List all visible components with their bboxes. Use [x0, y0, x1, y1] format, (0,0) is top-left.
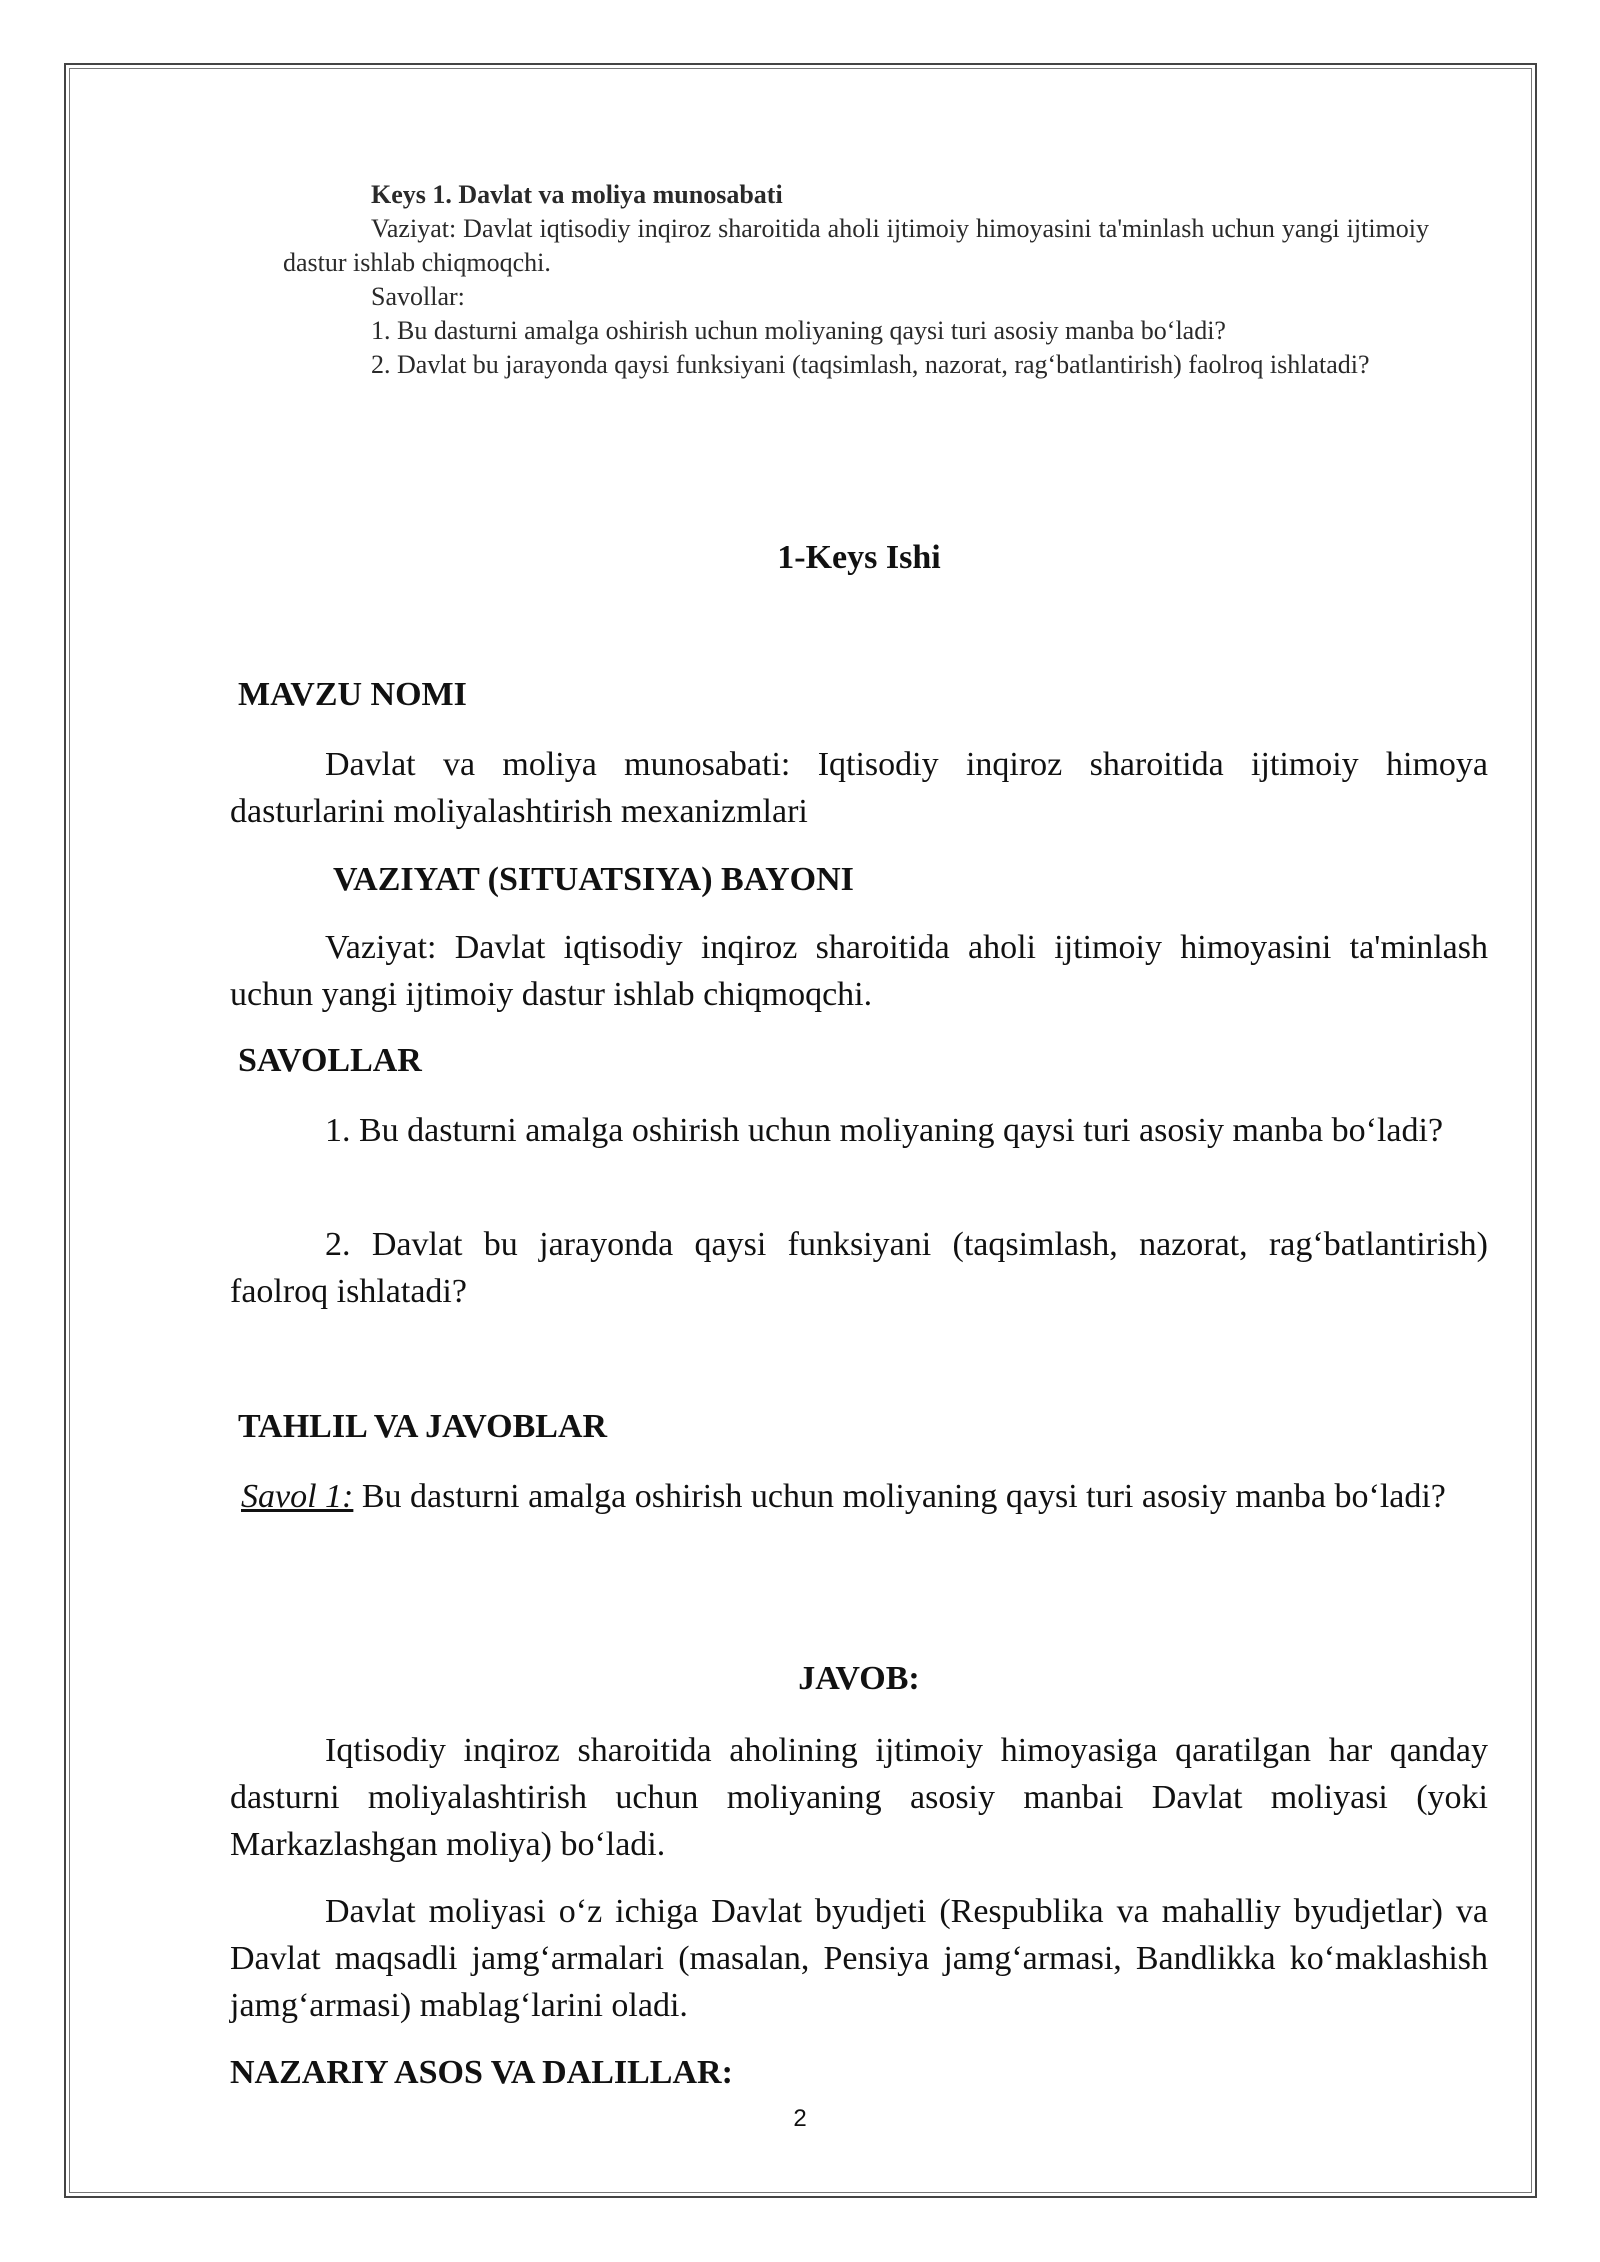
- questions-section: [230, 1037, 1488, 1084]
- savol-1-text: Bu dasturni amalga oshirish uchun moliyaning qaysi turi asosiy manba bo‘ladi?: [353, 1478, 1446, 1515]
- situation-heading: VAZIYAT (SITUATSIYA) BAYONI: [333, 861, 854, 898]
- page-number: 2: [793, 2105, 807, 2132]
- scan-question-2: 2. Davlat bu jarayonda qaysi funksiyani (taqsimlash, nazorat, rag‘batlantirish) faolroq ishlatadi?: [371, 350, 1370, 379]
- answer-heading-block: [230, 1655, 1488, 1702]
- scan-question-1: 1. Bu dasturni amalga oshirish uchun moliyaning qaysi turi asosiy manba bo‘ladi?: [371, 316, 1226, 345]
- page-title: 1-Keys Ishi: [777, 539, 941, 576]
- savol-1-label: Savol 1:: [241, 1478, 354, 1515]
- analysis-section: [230, 1403, 1488, 1450]
- answer-heading: JAVOB:: [798, 1660, 920, 1697]
- scanned-case-excerpt: [283, 178, 1429, 382]
- answer-paragraph-1: Iqtisodiy inqiroz sharoitida aholining ijtimoiy himoyasiga qaratilgan har qanday dasturni moliyalashtirish uchun moliyaning asosiy manbai Davlat moliyasi (yoki Markazlashgan moliya) bo‘ladi.: [230, 1732, 1488, 1863]
- question-1-block: [230, 1107, 1488, 1154]
- scan-questions-label: Savollar:: [371, 282, 465, 311]
- answer-paragraph-1-block: [230, 1727, 1488, 1868]
- scan-situation: Vaziyat: Davlat iqtisodiy inqiroz sharoitida aholi ijtimoiy himoyasini ta'minlash uchun yangi ijtimoiy dastur ishlab chiqmoqchi.: [283, 214, 1429, 277]
- theory-section: [230, 2049, 1488, 2096]
- question-2-block: [230, 1221, 1488, 1315]
- topic-text-block: [230, 741, 1488, 835]
- analysis-heading: TAHLIL VA JAVOBLAR: [238, 1408, 608, 1445]
- questions-heading: SAVOLLAR: [238, 1042, 422, 1079]
- scan-title: Keys 1. Davlat va moliya munosabati: [371, 180, 783, 209]
- situation-text-block: [230, 924, 1488, 1018]
- answer-paragraph-2: Davlat moliyasi o‘z ichiga Davlat byudjeti (Respublika va mahalliy byudjetlar) va Davlat maqsadli jamg‘armalari (masalan, Pensiya jamg‘armasi, Bandlikka ko‘maklashish jamg‘armasi) mablag‘larini oladi.: [230, 1893, 1488, 2024]
- question-1: 1. Bu dasturni amalga oshirish uchun moliyaning qaysi turi asosiy manba bo‘ladi?: [325, 1112, 1444, 1149]
- savol-1-paragraph: [230, 1473, 1488, 1520]
- main-title-block: [230, 534, 1488, 581]
- savol-1-block: [230, 1473, 1488, 1520]
- theory-heading: NAZARIY ASOS VA DALILLAR:: [230, 2054, 733, 2091]
- topic-heading: MAVZU NOMI: [238, 676, 467, 713]
- question-2: 2. Davlat bu jarayonda qaysi funksiyani (taqsimlash, nazorat, rag‘batlantirish) faolroq ishlatadi?: [230, 1226, 1488, 1310]
- answer-paragraph-2-block: [230, 1888, 1488, 2029]
- topic-text: Davlat va moliya munosabati: Iqtisodiy inqiroz sharoitida ijtimoiy himoya dasturlarini moliyalashtirish mexanizmlari: [230, 746, 1488, 830]
- situation-text: Vaziyat: Davlat iqtisodiy inqiroz sharoitida aholi ijtimoiy himoyasini ta'minlash uchun yangi ijtimoiy dastur ishlab chiqmoqchi.: [230, 929, 1488, 1013]
- situation-section: [230, 856, 1488, 903]
- topic-section: [230, 671, 1488, 718]
